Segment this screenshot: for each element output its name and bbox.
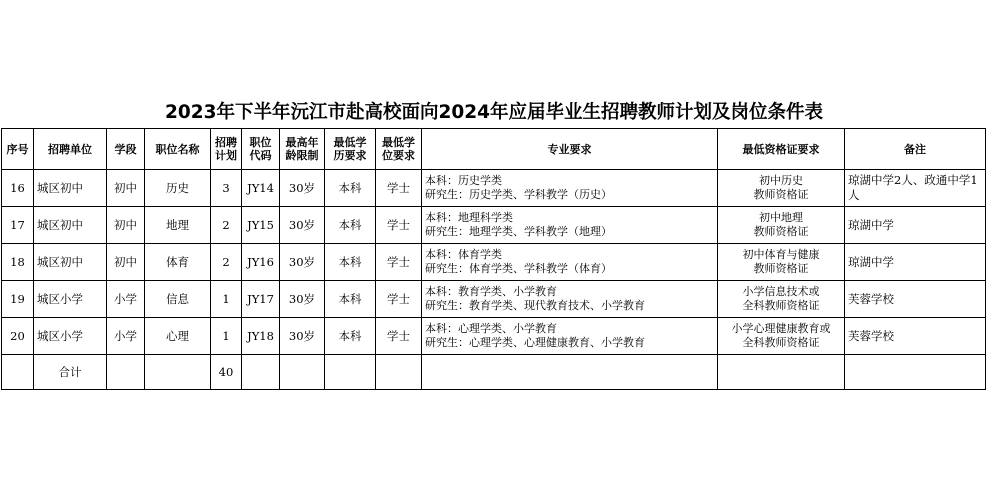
- cell-unit: 城区初中: [34, 244, 107, 281]
- cell-seq: 17: [2, 207, 34, 244]
- cell-age: 30岁: [280, 207, 325, 244]
- cell-age: 30岁: [280, 244, 325, 281]
- cell-plan: 1: [211, 281, 242, 318]
- cell-seq: 18: [2, 244, 34, 281]
- cell-note: 芙蓉学校: [845, 318, 986, 355]
- cell-code: JY15: [242, 207, 280, 244]
- cell-code: JY16: [242, 244, 280, 281]
- cell-education: 本科: [325, 170, 376, 207]
- header-row: [2, 129, 986, 170]
- cell-empty: [718, 355, 845, 390]
- page-title: 2023年下半年沅江市赴高校面向2024年应届毕业生招聘教师计划及岗位条件表: [165, 102, 823, 123]
- cell-position: 体育: [145, 244, 211, 281]
- header-age: 最高年 龄限制: [280, 129, 325, 170]
- header-stage: 学段: [107, 129, 145, 170]
- cell-major: 本科：心理学类、小学教育 研究生：心理学类、心理健康教育、小学教育: [422, 318, 718, 355]
- cell-seq: 19: [2, 281, 34, 318]
- cell-education: 本科: [325, 318, 376, 355]
- cell-position: 信息: [145, 281, 211, 318]
- header-degree: 最低学 位要求: [376, 129, 422, 170]
- cell-certificate: 初中体育与健康 教师资格证: [718, 244, 845, 281]
- cell-position: 历史: [145, 170, 211, 207]
- cell-empty: [107, 355, 145, 390]
- cell-education: 本科: [325, 281, 376, 318]
- header-code: 职位 代码: [242, 129, 280, 170]
- cell-empty: [242, 355, 280, 390]
- cell-degree: 学士: [376, 244, 422, 281]
- cell-stage: 初中: [107, 170, 145, 207]
- cell-seq: 16: [2, 170, 34, 207]
- cell-certificate: 初中历史 教师资格证: [718, 170, 845, 207]
- cell-note: 琼湖中学: [845, 207, 986, 244]
- cell-stage: 小学: [107, 281, 145, 318]
- table-row: [2, 281, 986, 318]
- header-certificate: 最低资格证要求: [718, 129, 845, 170]
- cell-empty: [280, 355, 325, 390]
- table-row: [2, 170, 986, 207]
- cell-stage: 初中: [107, 207, 145, 244]
- cell-empty: [145, 355, 211, 390]
- cell-certificate: 小学信息技术或 全科教师资格证: [718, 281, 845, 318]
- cell-code: JY14: [242, 170, 280, 207]
- cell-degree: 学士: [376, 207, 422, 244]
- recruitment-table: [1, 128, 986, 390]
- cell-empty: [2, 355, 34, 390]
- cell-certificate: 小学心理健康教育或 全科教师资格证: [718, 318, 845, 355]
- cell-certificate: 初中地理 教师资格证: [718, 207, 845, 244]
- cell-unit: 城区初中: [34, 207, 107, 244]
- cell-empty: [422, 355, 718, 390]
- cell-unit: 城区小学: [34, 318, 107, 355]
- cell-age: 30岁: [280, 170, 325, 207]
- cell-unit: 城区初中: [34, 170, 107, 207]
- cell-plan: 2: [211, 244, 242, 281]
- cell-empty: [376, 355, 422, 390]
- header-unit: 招聘单位: [34, 129, 107, 170]
- header-major: 专业要求: [422, 129, 718, 170]
- cell-major: 本科：地理科学类 研究生：地理学类、学科教学（地理）: [422, 207, 718, 244]
- total-plan: 40: [211, 355, 242, 390]
- cell-unit: 城区小学: [34, 281, 107, 318]
- cell-plan: 1: [211, 318, 242, 355]
- header-plan: 招聘 计划: [211, 129, 242, 170]
- cell-age: 30岁: [280, 318, 325, 355]
- table-row: [2, 207, 986, 244]
- cell-stage: 小学: [107, 318, 145, 355]
- cell-major: 本科：历史学类 研究生：历史学类、学科教学（历史）: [422, 170, 718, 207]
- cell-education: 本科: [325, 244, 376, 281]
- header-note: 备注: [845, 129, 986, 170]
- cell-seq: 20: [2, 318, 34, 355]
- cell-plan: 2: [211, 207, 242, 244]
- total-label: 合计: [34, 355, 107, 390]
- cell-position: 心理: [145, 318, 211, 355]
- header-seq: 序号: [2, 129, 34, 170]
- cell-empty: [325, 355, 376, 390]
- cell-note: 芙蓉学校: [845, 281, 986, 318]
- cell-note: 琼湖中学2人、政通中学1人: [845, 170, 986, 207]
- cell-code: JY17: [242, 281, 280, 318]
- cell-major: 本科：教育学类、小学教育 研究生：教育学类、现代教育技术、小学教育: [422, 281, 718, 318]
- cell-degree: 学士: [376, 318, 422, 355]
- header-position: 职位名称: [145, 129, 211, 170]
- cell-plan: 3: [211, 170, 242, 207]
- table-row: [2, 318, 986, 355]
- table-row: [2, 244, 986, 281]
- cell-major: 本科：体育学类 研究生：体育学类、学科教学（体育）: [422, 244, 718, 281]
- cell-degree: 学士: [376, 281, 422, 318]
- cell-age: 30岁: [280, 281, 325, 318]
- cell-code: JY18: [242, 318, 280, 355]
- cell-education: 本科: [325, 207, 376, 244]
- header-education: 最低学 历要求: [325, 129, 376, 170]
- cell-note: 琼湖中学: [845, 244, 986, 281]
- total-row: [2, 355, 986, 390]
- cell-position: 地理: [145, 207, 211, 244]
- cell-degree: 学士: [376, 170, 422, 207]
- cell-empty: [845, 355, 986, 390]
- cell-stage: 初中: [107, 244, 145, 281]
